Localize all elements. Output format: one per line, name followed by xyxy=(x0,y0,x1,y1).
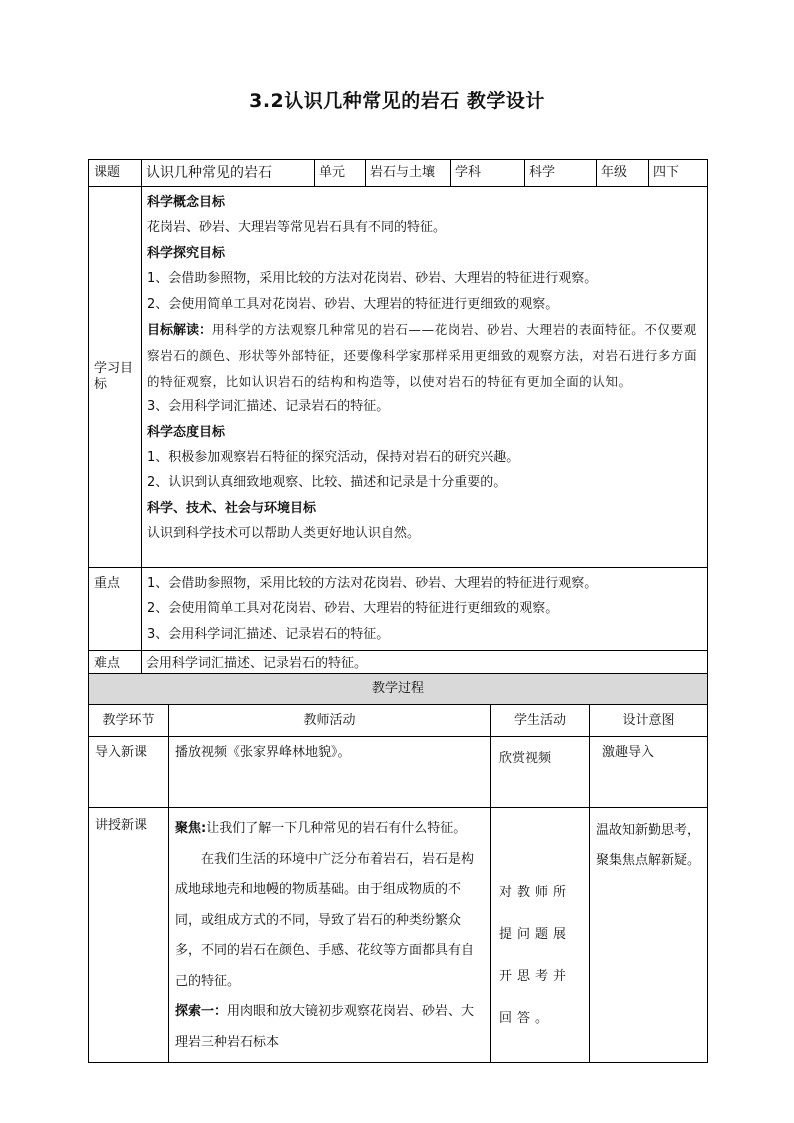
sts-title: 科学、技术、社会与环境目标 xyxy=(147,500,317,516)
col-teacher-header: 教师活动 xyxy=(169,705,491,737)
focus-label: 聚焦: xyxy=(175,821,207,836)
attitude-item-1: 1、积极参加观察岩石特征的探究活动，保持对岩石的研究兴趣。 xyxy=(147,449,520,465)
intro-stage: 导入新课 xyxy=(89,737,169,808)
inquiry-item-1: 1、会借助参照物，采用比较的方法对花岗岩、砂岩、大理岩的特征进行观察。 xyxy=(147,271,598,287)
focus-paragraph xyxy=(175,814,484,845)
new-design-intent: 温故知新勤思考，聚集焦点解新疑。 xyxy=(590,808,708,1063)
grade-label: 年级 xyxy=(597,160,649,187)
topic-value: 认识几种常见的岩石 xyxy=(142,160,315,187)
inquiry-item-2: 2、会使用简单工具对花岗岩、砂岩、大理岩的特征进行更细致的观察。 xyxy=(147,296,559,312)
key-points-content xyxy=(142,568,708,651)
col-stage-header: 教学环节 xyxy=(89,705,169,737)
goal-interpretation-text: 用科学的方法观察几种常见的岩石——花岗岩、砂岩、大理岩的表面特征。不仅要观察岩石的颜色、形状等外部特征，还要像科学家那样采用更细致的观察方法，对岩石进行多方面的特征观察，比如认识岩石的结构和构造等，以使对岩石的特征有更加全面的认知。 xyxy=(147,321,698,389)
grade-value: 四下 xyxy=(649,160,708,187)
process-row-intro xyxy=(89,737,708,808)
process-section-title: 教学过程 xyxy=(89,674,708,705)
col-student-header: 学生活动 xyxy=(491,705,590,737)
intro-design-intent: 激趣导入 xyxy=(590,737,708,808)
key-points-label: 重点 xyxy=(89,568,142,651)
goals-row xyxy=(89,187,708,568)
topic-label: 课题 xyxy=(89,160,142,187)
new-student-activity: 对教师所提问题展开思考并回答。 xyxy=(491,808,590,1063)
explore-text: 用肉眼和放大镜初步观察花岗岩、砂岩、大理岩三种岩石标本 xyxy=(175,1004,475,1050)
process-row-new xyxy=(89,808,708,1063)
goal-interpretation-label: 目标解读： xyxy=(147,322,213,338)
attitude-title: 科学态度目标 xyxy=(147,424,226,440)
new-stage: 讲授新课 xyxy=(89,808,169,1063)
process-section-row xyxy=(89,674,708,705)
col-intent-header: 设计意图 xyxy=(590,705,708,737)
subject-label: 学科 xyxy=(451,160,525,187)
inquiry-item-3: 3、会用科学词汇描述、记录岩石的特征。 xyxy=(147,399,390,415)
difficulty-text: 会用科学词汇描述、记录岩石的特征。 xyxy=(142,651,708,677)
rock-intro-paragraph: 在我们生活的环境中广泛分布着岩石，岩石是构成地球地壳和地幔的物质基础。由于组成物质的不同，或组成方式的不同，导致了岩石的种类纷繁众多，不同的岩石在颜色、手感、花纹等方面都具有自己的特征。 xyxy=(175,851,475,989)
key-point-3: 3、会用科学词汇描述、记录岩石的特征。 xyxy=(147,626,390,642)
goals-content xyxy=(142,187,708,568)
concept-title: 科学概念目标 xyxy=(147,195,226,210)
explore-paragraph xyxy=(175,997,484,1058)
new-teacher-activity xyxy=(169,808,491,1063)
lesson-info-table xyxy=(88,159,708,677)
goals-label: 学习目标 xyxy=(89,187,142,568)
page-title: 3.2认识几种常见的岩石 教学设计 xyxy=(249,90,545,112)
difficulty-label: 难点 xyxy=(89,651,142,677)
process-header-row xyxy=(89,705,708,737)
concept-text: 花岗岩、砂岩、大理岩等常见岩石具有不同的特征。 xyxy=(147,220,447,236)
unit-value: 岩石与土壤 xyxy=(366,160,451,187)
attitude-item-2: 2、认识到认真细致地观察、比较、描述和记录是十分重要的。 xyxy=(147,475,507,491)
subject-value: 科学 xyxy=(525,160,597,187)
goal-interpretation xyxy=(147,317,702,394)
key-point-2: 2、会使用简单工具对花岗岩、砂岩、大理岩的特征进行更细致的观察。 xyxy=(147,601,559,617)
teaching-process-table xyxy=(88,673,708,1063)
key-point-1: 1、会借助参照物，采用比较的方法对花岗岩、砂岩、大理岩的特征进行观察。 xyxy=(147,576,598,591)
intro-teacher-activity: 播放视频《张家界峰林地貌》。 xyxy=(169,737,491,808)
sts-text: 认识到科学技术可以帮助人类更好地认识自然。 xyxy=(147,526,421,542)
explore-label: 探索一： xyxy=(175,1004,228,1019)
key-points-row xyxy=(89,568,708,651)
intro-student-activity: 欣赏视频 xyxy=(491,737,590,808)
header-row xyxy=(89,160,708,187)
unit-label: 单元 xyxy=(315,160,366,187)
focus-text: 让我们了解一下几种常见的岩石有什么特征。 xyxy=(206,821,467,836)
inquiry-title: 科学探究目标 xyxy=(147,245,226,261)
